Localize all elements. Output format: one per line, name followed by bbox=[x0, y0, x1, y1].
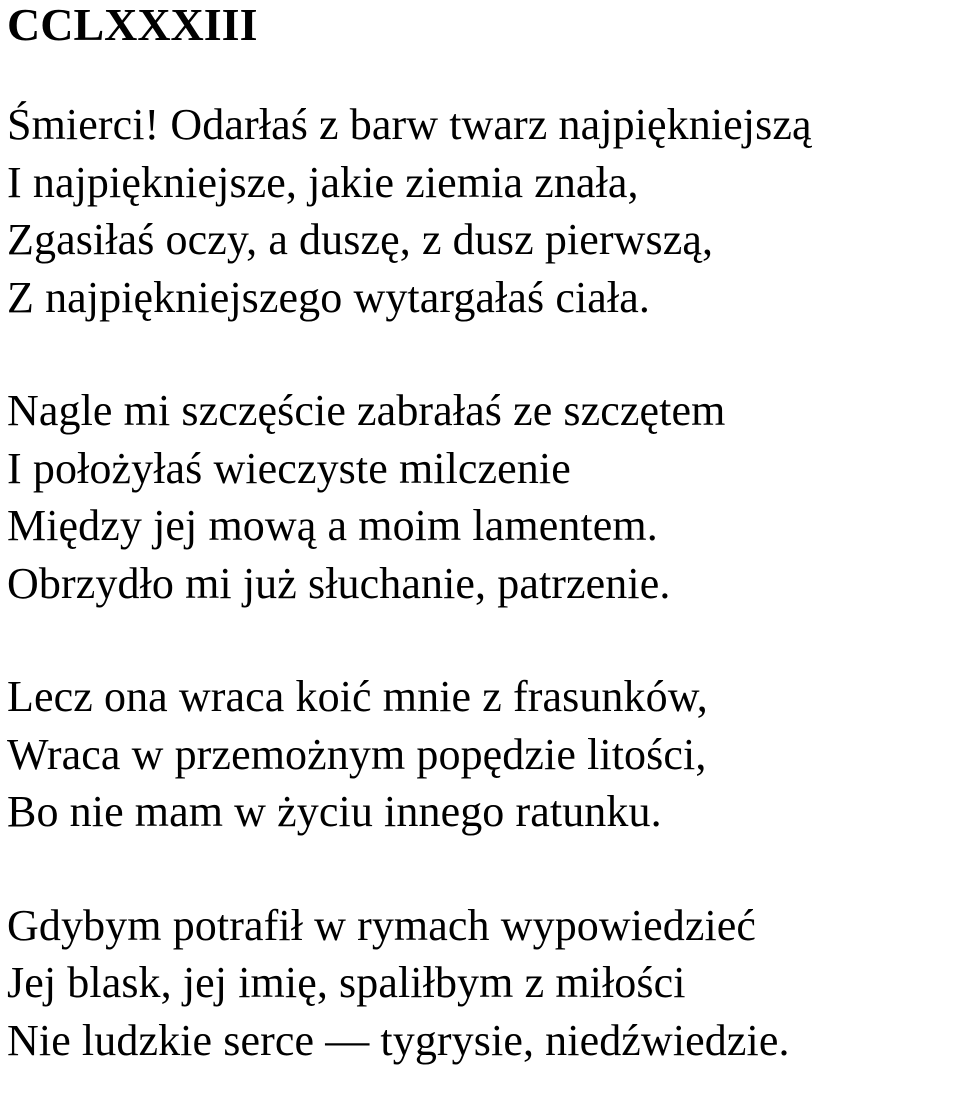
poem-line: Z najpiękniejszego wytargałaś ciała. bbox=[7, 272, 650, 322]
poem-page bbox=[7, 0, 957, 1069]
stanza-3 bbox=[7, 668, 957, 841]
poem-line: Nie ludzkie serce — tygrysie, niedźwiedzie. bbox=[7, 1015, 790, 1065]
poem-line: Jej blask, jej imię, spaliłbym z miłości bbox=[7, 958, 686, 1007]
poem-line: Nagle mi szczęście zabrałaś ze szczętem bbox=[7, 386, 726, 435]
stanza-1 bbox=[7, 96, 957, 326]
poem-title: CCLXXXIII bbox=[7, 0, 258, 50]
poem-line: I położyłaś wieczyste milczenie bbox=[7, 443, 571, 493]
poem-body bbox=[7, 96, 957, 1069]
poem-line: Obrzydło mi już słuchanie, patrzenie. bbox=[7, 558, 671, 608]
poem-line: Zgasiłaś oczy, a duszę, z dusz pierwszą, bbox=[7, 215, 714, 264]
stanza-2 bbox=[7, 382, 957, 612]
poem-line: Między jej mową a moim lamentem. bbox=[7, 501, 658, 550]
poem-line: Bo nie mam w życiu innego ratunku. bbox=[7, 787, 662, 836]
poem-line: I najpiękniejsze, jakie ziemia znała, bbox=[7, 157, 639, 207]
poem-line: Wraca w przemożnym popędzie litości, bbox=[7, 729, 707, 779]
poem-line: Lecz ona wraca koić mnie z frasunków, bbox=[7, 672, 708, 721]
poem-line: Gdybym potrafił w rymach wypowiedzieć bbox=[7, 900, 757, 950]
stanza-4 bbox=[7, 897, 957, 1070]
poem-line: Śmierci! Odarłaś z barw twarz najpiękniejszą bbox=[7, 100, 812, 149]
